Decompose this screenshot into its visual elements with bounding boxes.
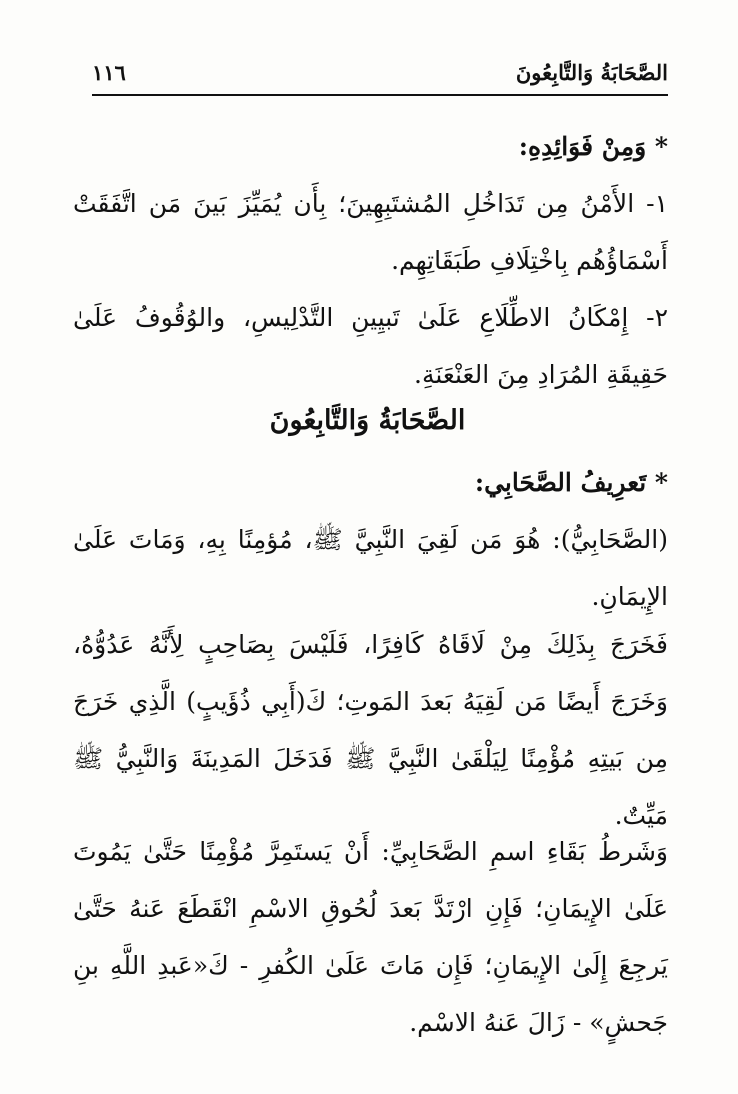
page-number: ١١٦ xyxy=(92,59,126,85)
running-title: الصَّحَابَةُ وَالتَّابِعُونَ xyxy=(515,59,668,85)
definition-heading: * تَعرِيفُ الصَّحَابِي: xyxy=(474,468,668,497)
benefit-item-1: ١- الأَمْنُ مِن تَدَاخُلِ المُشتَبِهِينَ؛ بِأَن يُمَيِّزَ بَينَ مَن اتَّفَقَتْ أَسْمَاؤُهُم بِاخْتِلَافِ طَبَقَاتِهِم. xyxy=(73,189,668,275)
condition-paragraph: وَشَرطُ بَقَاءِ اسمِ الصَّحَابِيِّ: أَنْ يَستَمِرَّ مُؤْمِنًا حَتَّىٰ يَمُوتَ عَلَىٰ الإِيمَانِ؛ فَإِنِ ارْتَدَّ بَعدَ لُحُوقِ الاسْمِ انْقَطَعَ عَنهُ حَتَّىٰ يَرجِعَ إِلَىٰ الإِيمَانِ؛ فَإِن مَاتَ عَلَىٰ الكُفرِ - كَ«عَبدِ اللَّهِ بنِ جَحشٍ» - زَالَ عَنهُ الاسْم. xyxy=(73,837,668,1037)
header-rule xyxy=(92,94,668,96)
explanation-paragraph: فَخَرَجَ بِذَلِكَ مِنْ لَاقَاهُ كَافِرًا، فَلَيْسَ بِصَاحِبٍ لِأَنَّهُ عَدُوُّهُ، وَخَرَجَ أَيضًا مَن لَقِيَهُ بَعدَ المَوتِ؛ كَ(أَبِي ذُؤَيبٍ) الَّذِي خَرَجَ مِن بَيتِهِ مُؤْمِنًا لِيَلْقَىٰ النَّبِيَّ ﷺ فَدَخَلَ المَدِينَةَ وَالنَّبِيُّ ﷺ مَيِّتٌ. xyxy=(73,630,668,830)
page-header xyxy=(92,52,668,92)
benefit-item-2: ٢- إِمْكَانُ الاطِّلَاعِ عَلَىٰ تَبيِينِ التَّدْلِيسِ، والوُقُوفُ عَلَىٰ حَقِيقَةِ المُرَادِ مِنَ العَنْعَنَةِ. xyxy=(73,303,668,389)
definition-paragraph: (الصَّحَابِيُّ): هُوَ مَن لَقِيَ النَّبِيَّ ﷺ، مُؤمِنًا بِهِ، وَمَاتَ عَلَىٰ الإِيمَانِ. xyxy=(73,525,668,611)
section-title: الصَّحَابَةُ وَالتَّابِعُونَ xyxy=(269,405,466,436)
benefits-heading: * وَمِنْ فَوَائِدِهِ: xyxy=(518,132,668,161)
